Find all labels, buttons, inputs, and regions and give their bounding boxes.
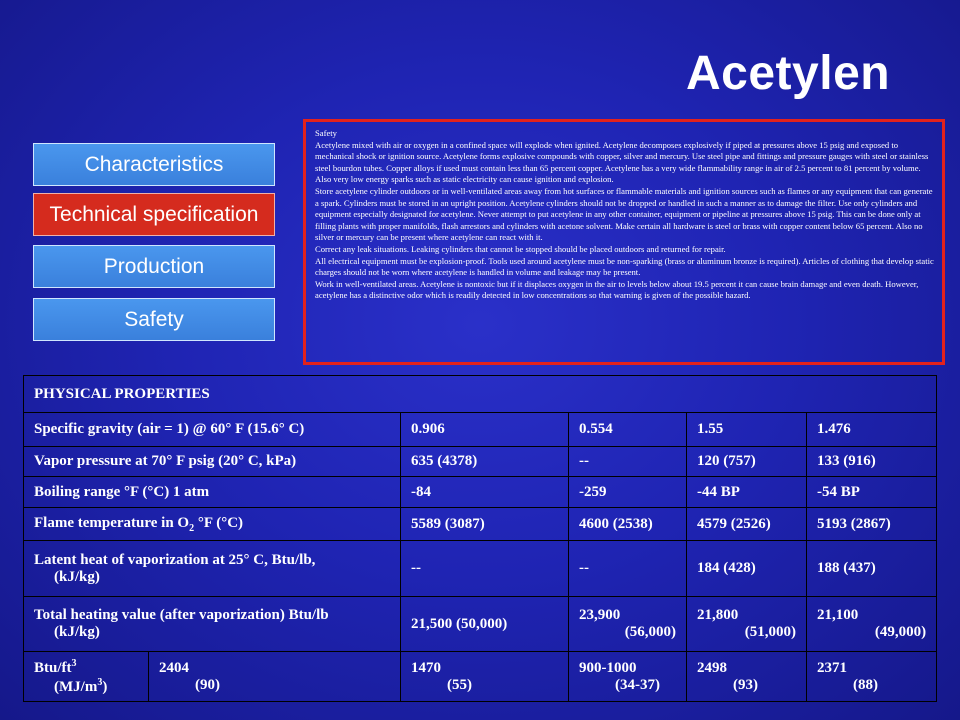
- cell-line: (56,000): [624, 624, 676, 640]
- page-title: Acetylen: [686, 47, 891, 100]
- table-cell: 133 (916): [807, 447, 937, 477]
- table-cell: -84: [401, 477, 569, 508]
- table-cell: --: [569, 541, 687, 597]
- row-label: [24, 597, 401, 652]
- table-cell: -259: [569, 477, 687, 508]
- label-line: Latent heat of vaporization at 25° C, Btu/lb,: [34, 551, 316, 568]
- cell-line: 2371: [817, 659, 847, 676]
- row-label: Specific gravity (air = 1) @ 60° F (15.6° C): [24, 413, 401, 447]
- safety-info-box: [303, 119, 945, 365]
- cell-line: 2498: [697, 659, 727, 676]
- safety-paragraph: Store acetylene cylinder outdoors or in well-ventilated areas away from hot surfaces or flammable materials and ignition sources such as flames or any equipment that can generate a spark. Cylinders must be stored in an upright position. Acetylene cylinders should not be dropped or handled in such a manner as to damage the filter. Use only cylinders and equipment especially designated for acetylene. Never attempt to put acetylene in any other container, equipment or pipeline at pressures above 15 psig. This can be done only at filling plants with proper manifolds, flash arrestors and cylinders with acetone solvent. Make certain all hardware is steel or brass with copper content below 65 percent. Also no silver or mercury can be present where acetylene can react with it.: [315, 185, 933, 243]
- nav-button-technical-specification[interactable]: Technical specification: [33, 193, 275, 236]
- table-cell: 4579 (2526): [687, 508, 807, 541]
- table-row: [24, 541, 937, 597]
- table-cell: 1.476: [807, 413, 937, 447]
- table-row: [24, 477, 937, 508]
- label-line: (kJ/kg): [54, 568, 100, 585]
- table-cell: 120 (757): [687, 447, 807, 477]
- table-row: [24, 508, 937, 541]
- table-cell: [687, 652, 807, 702]
- label-text: ): [102, 678, 108, 695]
- cell-line: 21,100: [817, 607, 859, 623]
- cell-line: 900-1000: [579, 659, 637, 676]
- nav-button-safety[interactable]: Safety: [33, 298, 275, 341]
- label-text: °F (°C): [194, 514, 244, 531]
- table-cell: [807, 652, 937, 702]
- label-text: Flame temperature in O: [34, 514, 190, 531]
- table-cell: 5589 (3087): [401, 508, 569, 541]
- table-cell: [687, 597, 807, 652]
- row-label: [24, 652, 149, 702]
- table-cell: [401, 652, 569, 702]
- label-text: (MJ/m: [54, 678, 98, 695]
- label-line: (kJ/kg): [54, 624, 100, 640]
- cell-line: (34-37): [615, 676, 660, 693]
- table-cell: [569, 652, 687, 702]
- label-line: Total heating value (after vaporization) Btu/lb: [34, 607, 329, 623]
- table-cell: --: [401, 541, 569, 597]
- label-superscript: 3: [71, 657, 77, 669]
- table-cell: 184 (428): [687, 541, 807, 597]
- physical-properties-table: [23, 375, 937, 702]
- table-cell: -54 BP: [807, 477, 937, 508]
- table-row: [24, 447, 937, 477]
- row-label: [24, 508, 401, 541]
- cell-line: 21,800: [697, 607, 739, 623]
- label-text: Btu/ft: [34, 659, 72, 676]
- table-cell: 635 (4378): [401, 447, 569, 477]
- table-cell: [569, 597, 687, 652]
- safety-paragraph: Work in well-ventilated areas. Acetylene is nontoxic but if it displaces oxygen in the air to levels below about 19.5 percent it can cause brain damage and even death. However, acetylene has a distinctive odor which is readily detected in low concentrations so that warning is given of the possible hazard.: [315, 278, 919, 301]
- table-row: [24, 597, 937, 652]
- safety-paragraph: All electrical equipment must be explosion-proof. Tools used around acetylene must be non-sparking (brass or aluminum bronze is required). Articles of clothing that develop static charges should not be worn where acetylene is handled in volume and leakage may be present.: [315, 255, 934, 278]
- cell-line: 2404: [159, 659, 189, 676]
- table-header-row: [24, 376, 937, 413]
- nav-button-production[interactable]: Production: [33, 245, 275, 288]
- label-line: [34, 677, 107, 696]
- nav-button-characteristics[interactable]: Characteristics: [33, 143, 275, 186]
- table-cell: 21,500 (50,000): [401, 597, 569, 652]
- row-label: Boiling range °F (°C) 1 atm: [24, 477, 401, 508]
- table-row: [24, 413, 937, 447]
- cell-line: 1470: [411, 659, 441, 676]
- safety-heading: Safety: [315, 128, 337, 138]
- table-cell: [807, 597, 937, 652]
- cell-line: (49,000): [874, 624, 927, 640]
- table-cell: -44 BP: [687, 477, 807, 508]
- table-cell: 1.55: [687, 413, 807, 447]
- cell-line: (88): [853, 676, 878, 693]
- table-cell: 188 (437): [807, 541, 937, 597]
- table-cell: [149, 652, 401, 702]
- label-superscript: 3: [97, 676, 103, 688]
- cell-line: (93): [733, 676, 758, 693]
- safety-paragraph: Acetylene mixed with air or oxygen in a confined space will explode when ignited. Acetylene decomposes explosively if piped at pressures above 15 psig and exposed to mechanical shock or ignition source. Acetylene forms explosive compounds with copper, silver and mercury. Use steel pipe and fittings and pressure gauges with steel or stainless steel bourdon tubes. Copper alloys if used must contain less than 65 percent copper. Acetylene has a very wide flammability range in air of 2.5 percent to 81 percent by volume. Also very low energy sparks such as static electricity can cause ignition and explosion.: [315, 139, 929, 185]
- cell-line: (55): [447, 676, 472, 693]
- table-header: PHYSICAL PROPERTIES: [24, 376, 937, 413]
- table-cell: --: [569, 447, 687, 477]
- table-row: [24, 652, 937, 702]
- cell-line: (90): [195, 676, 220, 693]
- row-label: [24, 541, 401, 597]
- row-label: Vapor pressure at 70° F psig (20° C, kPa): [24, 447, 401, 477]
- cell-line: 23,900: [579, 607, 621, 623]
- table-cell: 0.906: [401, 413, 569, 447]
- table-cell: 4600 (2538): [569, 508, 687, 541]
- label-subscript: 2: [189, 522, 195, 534]
- table-cell: 0.554: [569, 413, 687, 447]
- table-cell: 5193 (2867): [807, 508, 937, 541]
- cell-line: (51,000): [744, 624, 796, 640]
- safety-paragraph: Correct any leak situations. Leaking cylinders that cannot be stopped should be placed outdoors and returned for repair.: [315, 243, 726, 254]
